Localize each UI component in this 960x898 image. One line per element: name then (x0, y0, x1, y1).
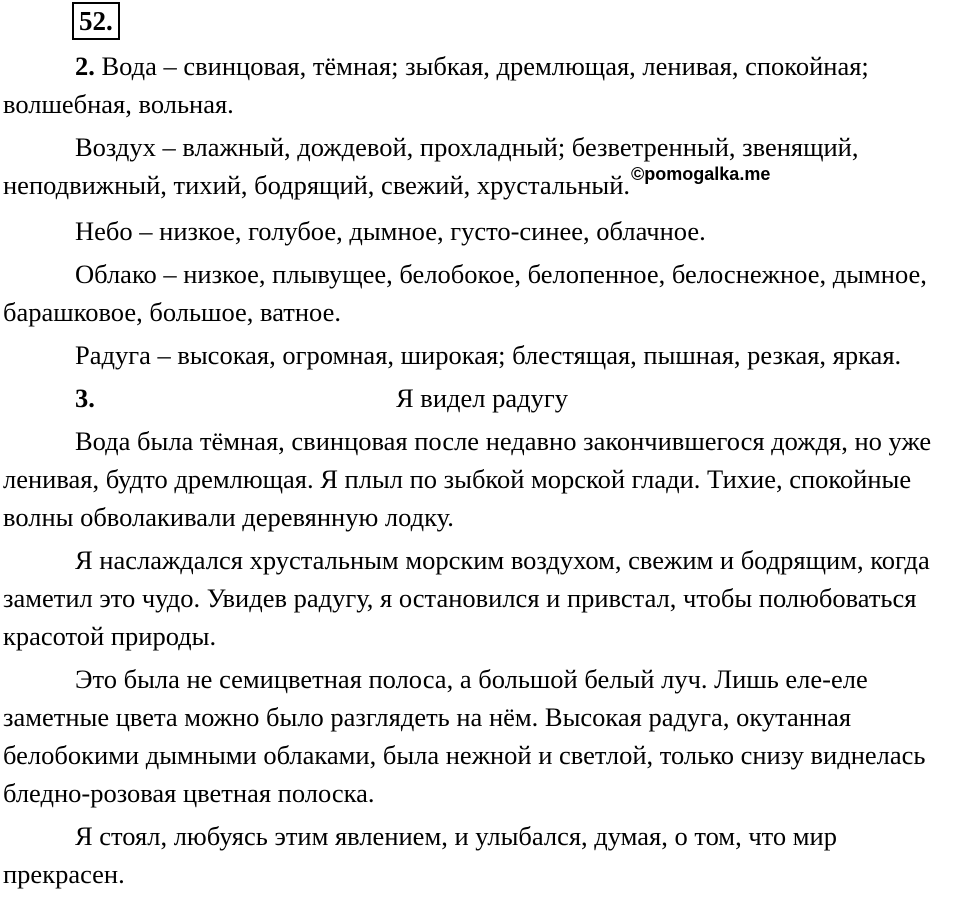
section2-paragraph-water-text: Вода – свинцовая, тёмная; зыбкая, дремлющая, ленивая, спокойная; волшебная, вольная. (3, 51, 869, 119)
essay-paragraph: Я наслаждался хрустальным морским воздухом, свежим и бодрящим, когда заметил это чудо. Увидев радугу, я остановился и привстал, чтобы полюбоваться красотой природы. (3, 545, 930, 651)
essay-paragraph: Это была не семицветная полоса, а большой белый луч. Лишь еле-еле заметные цвета можно было разглядеть на нём. Высокая радуга, окутанная белобокими дымными облаками, была нежной и светлой, только снизу виднелась бледно-розовая цветная полоска. (3, 664, 926, 808)
section2-paragraph-rainbow: Радуга – высокая, огромная, широкая; блестящая, пышная, резкая, яркая. (75, 340, 902, 370)
essay-paragraph: Вода была тёмная, свинцовая после недавно закончившегося дождя, но уже ленивая, будто дремлющая. Я плыл по зыбкой морской глади. Тихие, спокойные волны обволакивали деревянную лодку. (3, 426, 932, 532)
answer-text (3, 47, 955, 898)
section2-paragraph-sky: Небо – низкое, голубое, дымное, густо-синее, облачное. (75, 216, 706, 246)
essay-paragraph: Я стоял, любуясь этим явлением, и улыбался, думая, о том, что мир прекрасен. (3, 821, 837, 889)
essay-title: Я видел радугу (396, 383, 568, 413)
exercise-number: 52. (72, 2, 120, 40)
section2-paragraph-air-text: Воздух – влажный, дождевой, прохладный; безветренный, звенящий, неподвижный, тихий, бодрящий, свежий, хрустальный. (3, 132, 859, 200)
section2-paragraph-water (3, 47, 955, 123)
section2-number: 2. (75, 51, 95, 81)
section2-paragraph-air (3, 128, 955, 207)
section3-number: 3. (75, 383, 95, 413)
section2-paragraph-cloud: Облако – низкое, плывущее, белобокое, белопенное, белоснежное, дымное, барашковое, большое, ватное. (3, 259, 927, 327)
watermark: ©pomogalka.me (631, 164, 771, 184)
section3-heading (3, 379, 955, 417)
